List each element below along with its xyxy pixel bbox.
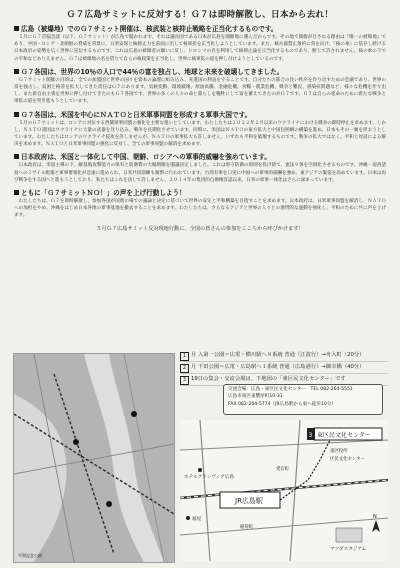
square-bullet-icon [14,112,19,117]
square-bullet-icon [14,69,19,74]
landmark-label: 区民文化センター [330,457,365,462]
event-number: 2 [180,364,189,373]
svg-text:N: N [373,514,377,520]
flyer-page [14,8,386,232]
venue-fax: FAX 082-264-5774（JR広島駅から東へ徒歩10分） [228,401,337,407]
landmark-label: 東区役所 [330,449,348,454]
section-heading: Ｇ７各国は、米国を中心にＮＡＴＯと日米軍事同盟を形成する軍事大国です。 [14,111,386,120]
route-map-graphic [180,420,388,561]
list-item: 3 19日の集会・交流会場は、下地図の「東区民文化センター」です [180,374,388,386]
landmark-label: ホテルグランヴィア広島 [184,475,234,480]
aerial-map-caption: 平和記念公園 [18,553,42,558]
landmark-label: 稲荷町 [240,525,254,530]
section-body: ５月のＧ７サミットは、ロシアに対抗する西側軍事同盟の強化を主要な狙いとしています。わたしたちは２０２２年２月以来のウクライナにおける戦争の即時停止を求めます。しかし、ＮＡＴＯ諸国はウクライナに大量の武器を送り込み、戦争を長期化させています。同時に、米国はＮＡＴＯの東方拡大と中国包囲網の構築を進め、日本もその一翼を担おうとしています。わたしたちはロシアのウクライナ侵攻を許しませんが、ＮＡＴＯの軍事拡大も許しません。いずれも平和を破壊するものです。戦争の拡大ではなく、平和と対話による解決を求めます。ＮＡＴＯと日米軍事同盟の強化に反対し、全ての軍事同盟の解消を求めます。 [14,120,386,148]
section-body: 日本政府は、米国主導の下、敵基地攻撃能力の保有と防衛費の大幅増額を閣議決定しました。これは専守防衛の原則を投げ捨て、憲法９条を空洞化させるものです。沖縄・南西諸島へのミサイル配備と軍事要塞化が急速に進められ、日米共同訓練も頻繁に行われています。台湾有事を口実に中国への軍事的威嚇を強め、東アジアの緊張を高めています。日本は再び戦争をする国へと進もうとしており、私たちはこれを決して許しません。２０１４年の集団的自衛権容認以来、日米の軍事一体化はさらに深まっています。 [14,163,386,183]
event-number: 1 [180,352,189,361]
landmark-label: 愛宕町 [276,467,290,472]
aerial-map-graphic [14,354,174,562]
section-heading: Ｇ７各国は、世界の10％の人口で44％の富を独占し、地球と未来を破壊してきました。 [14,68,386,77]
aerial-map [13,353,175,563]
station-label: JR広島駅 [235,497,263,505]
flyer-title: Ｇ７広島サミットに反対する！Ｇ７は即時解散し、日本から去れ！ [66,10,334,20]
event-list [180,350,388,386]
section-heading: ともに「Ｇ７サミットＮＯ！」の声を上げ行動しよう！ [14,189,386,198]
closing-call: ５月Ｇ７広島サミット反対現地行動に、全国の皆さんの参加をこころから呼びかけます！ [96,225,304,232]
section-heading: 日本政府は、米国と一体化して中国、朝鮮、ロシアへの軍事的威嚇を強めています。 [14,153,386,162]
event-number: 3 [180,376,189,385]
list-item: 1 月 入第一公園＝広電・横川駅へ８系統 普通（江波行）→舟入町（20分） [180,350,388,362]
venue-name: 交流会場：広島・東区民文化センター [228,387,306,392]
venue-address: 広島市東区東蟹屋町10-31 [228,394,283,400]
section-body: Ｇ７サミット開催の目的は、全ての加盟国と世界の国々を資本の論理に組み込み、先進国の利益を守ることです。自分たちの都合の良い秩序を作り出すための会議であり、世界の富を独占し、貧困と格差を拡大してきた責任はＧ７にあります。気候変動、環境破壊、原油高騰、金融危機、食糧・農業危機、戦争と難民、感染症問題など、様々な危機を作り出し、また新自由主義を世界に押し付けてきたのもＧ７各国です。世界の多くの人々の命と暮らしを犠牲にして富を蓄えてきたのがＧ７です。Ｇ７は自らの延命のために新たな戦争と軍拡の道を突き進もうとしています。 [14,77,386,105]
section-heading: 広島（被爆地）でのＧ７サミット開催は、核武装と核抑止戦略を正当化するものです。 [14,25,386,34]
section-1 [14,25,386,63]
section-body: わたしたちは、Ｇ７を即時解散し、参加各国が国連の場での議論と決定に基づいて世界の安定と平和構築を目指すことを求めます。日本政府は、日米軍事同盟を解消し、ＮＡＴＯへの加担をやめ、沖縄をはじめ日本各地の軍事基地を撤去することを求めます。わたしたちは、さらなるアジアと世界の人々との連帯的な運動を強化し、平和のために共に声を上げます。 [14,199,386,219]
list-item: 2 月 千田公園＝広電・広島駅へ１系統 普通（広島港行）→御幸橋（40分） [180,362,388,374]
section-5 [14,189,386,220]
route-map [180,420,388,561]
square-bullet-icon [14,190,19,195]
center-label: 東区民文化センター [317,432,371,439]
contact-box [223,384,383,415]
section-body: ５月にＧ７首脳会談（以下、Ｇ７サミット）が広島で開かれます。それは議長国である日本が広島を開催地に選んだからです。その地で開催が目される理由は『唯一の被爆地』であり、中国・ロシア・北朝鮮の脅威を背景に、日米安保と核抑止力を前面に出して核軍拡を正当化しようとしています。また、核兵器禁止条約に背を向け、『核の傘』に依存し続ける日本政府の姿勢を広く世界に宣伝するものです。これは広島の被爆者の願いに反し、ヒロシマの名を利用して核抑止論を正当化するものであり、断じて許されません。核の傘の下での平和などありえません。Ｇ７は被爆地の名を借りて自らの核政策を正当化し、世界に核軍拡の道を押し付けようとしているのです。 [14,35,386,62]
square-bullet-icon [14,26,19,31]
landmark-label: マツダスタジアム [330,547,367,552]
square-bullet-icon [14,154,19,159]
section-4 [14,153,386,184]
section-3 [14,111,386,149]
section-2 [14,68,386,106]
venue-tel: TEL 082-264-5551 [310,387,353,392]
landmark-label: 福屋 [192,517,202,522]
center-number: 3 [308,432,313,439]
